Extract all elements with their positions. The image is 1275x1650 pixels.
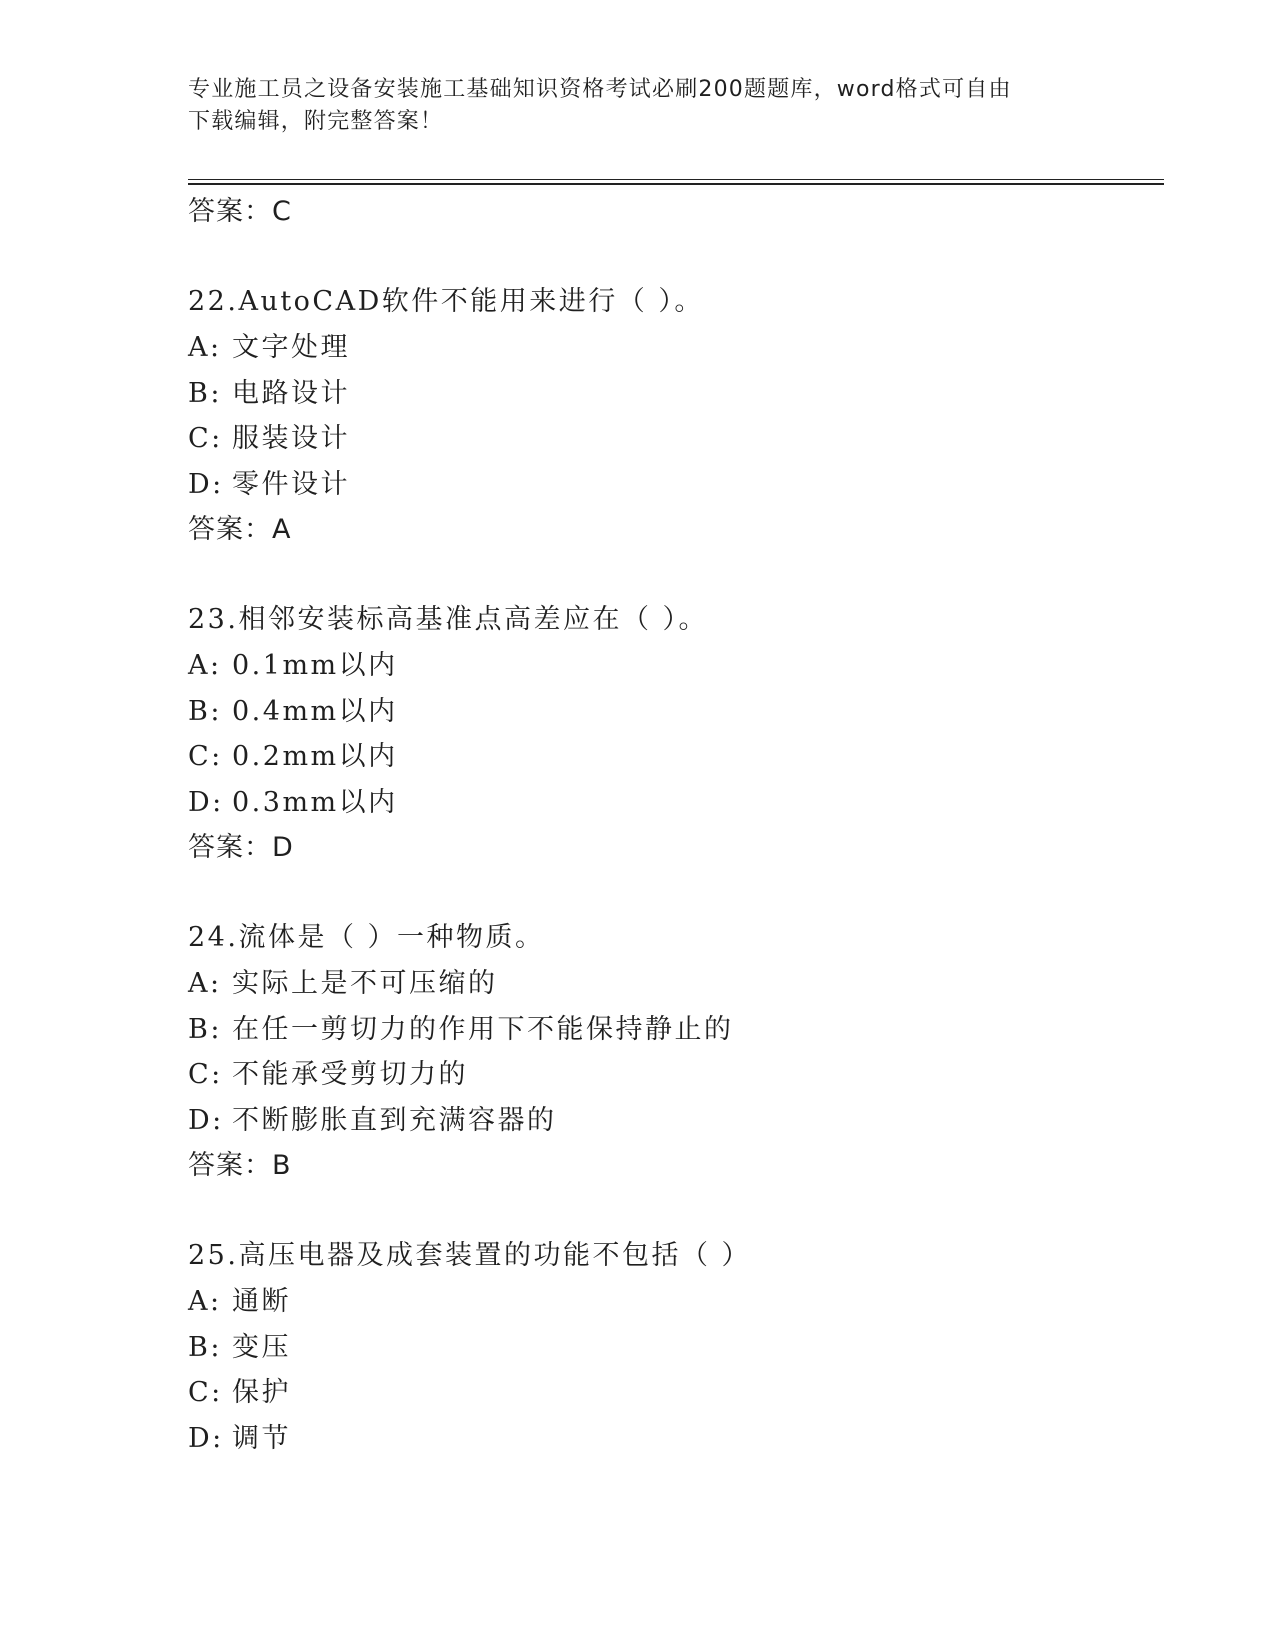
- option-text: 不能承受剪切力的: [232, 1059, 468, 1090]
- answer-line: 答案：A: [188, 514, 292, 545]
- option-text: 不断膨胀直到充满容器的: [232, 1104, 557, 1136]
- option-b: [188, 371, 1148, 417]
- option-letter: A:: [188, 650, 222, 681]
- answer-line: 答案：D: [188, 832, 294, 863]
- option-text: 变压: [232, 1331, 291, 1363]
- option-c: [188, 1052, 1148, 1098]
- option-b: [188, 1325, 1148, 1371]
- header-line-2: 下载编辑，附完整答案！: [188, 109, 444, 134]
- option-text: 0.2mm以内: [232, 741, 398, 772]
- option-letter: C:: [188, 741, 223, 772]
- option-letter: D:: [188, 1422, 224, 1454]
- option-text: 通断: [232, 1286, 291, 1317]
- option-a: [188, 325, 1148, 371]
- option-letter: D:: [188, 468, 224, 500]
- option-letter: C:: [188, 423, 223, 454]
- option-b: [188, 1007, 1148, 1053]
- option-letter: B:: [188, 1013, 222, 1045]
- question-stem: 22.AutoCAD软件不能用来进行（ ）。: [188, 286, 704, 317]
- previous-answer: 答案：C: [188, 196, 292, 227]
- option-c: [188, 734, 1148, 780]
- option-text: 保护: [232, 1377, 291, 1408]
- option-a: [188, 643, 1148, 689]
- option-letter: D:: [188, 786, 224, 818]
- question-stem: 25.高压电器及成套装置的功能不包括（ ）: [188, 1240, 752, 1271]
- option-letter: A:: [188, 1286, 222, 1317]
- option-text: 0.4mm以内: [232, 695, 398, 727]
- document-header: [188, 74, 1083, 138]
- option-text: 在任一剪切力的作用下不能保持静止的: [232, 1013, 734, 1045]
- header-divider-thick: [188, 183, 1164, 185]
- option-text: 电路设计: [232, 377, 350, 409]
- header-line-1: 专业施工员之设备安装施工基础知识资格考试必刷200题题库，word格式可自由: [188, 77, 1012, 102]
- answer-line: 答案：B: [188, 1150, 292, 1181]
- option-d: [188, 1098, 1148, 1144]
- option-letter: C:: [188, 1377, 223, 1408]
- question-stem: 24.流体是（ ）一种物质。: [188, 922, 545, 953]
- option-text: 调节: [232, 1422, 291, 1454]
- option-text: 服装设计: [232, 423, 350, 454]
- option-b: [188, 689, 1148, 735]
- option-a: [188, 961, 1148, 1007]
- option-letter: D:: [188, 1104, 224, 1136]
- option-d: [188, 462, 1148, 508]
- option-d: [188, 1416, 1148, 1462]
- question-stem: 23.相邻安装标高基准点高差应在（ ）。: [188, 604, 709, 635]
- option-letter: B:: [188, 377, 222, 409]
- option-text: 0.3mm以内: [232, 786, 398, 818]
- question-list: [188, 189, 1148, 1461]
- option-a: [188, 1279, 1148, 1325]
- header-divider-thin: [188, 179, 1164, 180]
- option-text: 实际上是不可压缩的: [232, 968, 498, 999]
- option-text: 0.1mm以内: [232, 650, 398, 681]
- option-letter: A:: [188, 332, 222, 363]
- option-text: 零件设计: [232, 468, 350, 500]
- option-letter: A:: [188, 968, 222, 999]
- option-letter: B:: [188, 695, 222, 727]
- option-letter: C:: [188, 1059, 223, 1090]
- option-text: 文字处理: [232, 332, 350, 363]
- option-c: [188, 1370, 1148, 1416]
- option-d: [188, 780, 1148, 826]
- option-letter: B:: [188, 1331, 222, 1363]
- option-c: [188, 416, 1148, 462]
